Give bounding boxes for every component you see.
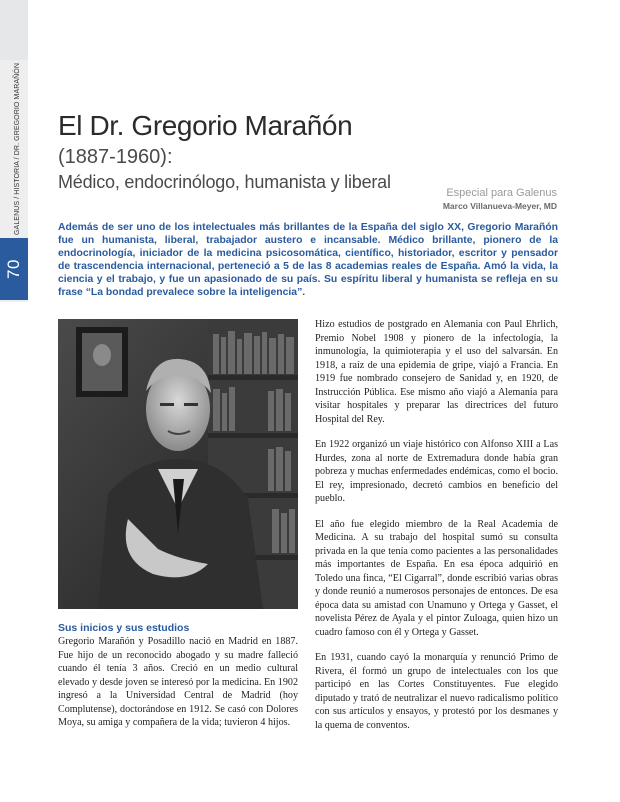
right-paragraph-3: El año fue elegido miembro de la Real Academia de Medicina. A su trabajo del hospital sumó su consulta privada en la que tenía como pacientes a las personalidades más importantes de España. En esa época adquirió en Toledo una finca, “El Cigarral”, donde escribió varias obras y donde reunió a numerosos personajes de entonces. De esa época data su amistad con Unamuno y Ortega y Gasset, el novelista Pérez de Ayala y el pintor Zuloaga, quien hizo un cuadro famoso con él y Ortega y Gasset.	[315, 518, 558, 638]
right-paragraph-4: En 1931, cuando cayó la monarquía y renunció Primo de Rivera, él formó un grupo de intelectuales con los que participó en las Cortes Constituyentes. Fue elegido diputado y trató de neutralizar el nuevo radicalismo político con sus artículos y ensayos, y protestó por los desmanes y la quema de conventos.	[315, 652, 558, 731]
section-title: Sus inicios y sus estudios	[58, 622, 190, 634]
right-column	[315, 318, 558, 744]
article-title: El Dr. Gregorio Marañón	[58, 110, 353, 141]
article-years: (1887-1960):	[58, 146, 173, 168]
left-column	[58, 622, 298, 730]
left-paragraph: Gregorio Marañón y Posadillo nació en Madrid en 1887. Fue hijo de un reconocido abogado y su madre falleció cuando él tenía 3 años. Creció en un medio cultural elevado y desde joven se interesó por la medicina. En 1902 ingresó a la Universidad Central de Madrid (hoy Complutense), doctorándose en 1912. Se casó con Dolores Moya, su amiga y compañera de la vida; tuvieron 4 hijos.	[58, 636, 298, 728]
author-credit: Marco Villanueva-Meyer, MD	[442, 201, 557, 211]
page-sidebar	[0, 0, 28, 802]
page-number-box	[0, 238, 28, 300]
sidebar-top-tab	[0, 0, 28, 60]
special-credit: Especial para Galenus	[446, 187, 557, 199]
running-head: GALENUS / HISTORIA / DR. GREGORIO MARAÑÓN	[14, 63, 21, 235]
page-number: 70	[3, 259, 23, 279]
portrait-photo	[58, 319, 298, 609]
right-paragraph-2: En 1922 organizó un viaje histórico con Alfonso XIII a Las Hurdes, zona al norte de Extremadura donde había gran pobreza y muchas enfermedades endémicas, como el bocio. El rey, impresionado, decretó cambios en beneficio del pueblo.	[315, 439, 558, 504]
right-paragraph-1: Hizo estudios de postgrado en Alemania con Paul Ehrlich, Premio Nobel 1908 y pionero de la infectología, la inmunología, la quimioterapia y el uso del salvarsán. En 1918, a raíz de una epidemia de gripe, viajó a Francia. En 1919 fue nombrado consejero de Sanidad y, en 1920, de Instrucción Pública. Ese mismo año viajó a Alemania para visitar hospitales y preparar las directrices del futuro Hospital del Rey.	[315, 319, 558, 425]
lead-paragraph: Además de ser uno de los intelectuales más brillantes de la España del siglo XX, Gregorio Marañón fue un humanista, liberal, trabajador austero e incansable. Médico brillante, pionero de la endocrinología, iniciador de la medicina psicosomática, científico, historiador, escritor y pensador de trascendencia internacional, perteneció a 5 de las 8 academias reales de España. Amó la vida, la ciencia y el trabajo, y fue un apasionado de su país. Su espíritu liberal y humanista se refleja en su frase “La bondad prevalece sobre la inteligencia”.	[58, 222, 558, 298]
article-subtitle: Médico, endocrinólogo, humanista y liberal	[58, 172, 391, 192]
